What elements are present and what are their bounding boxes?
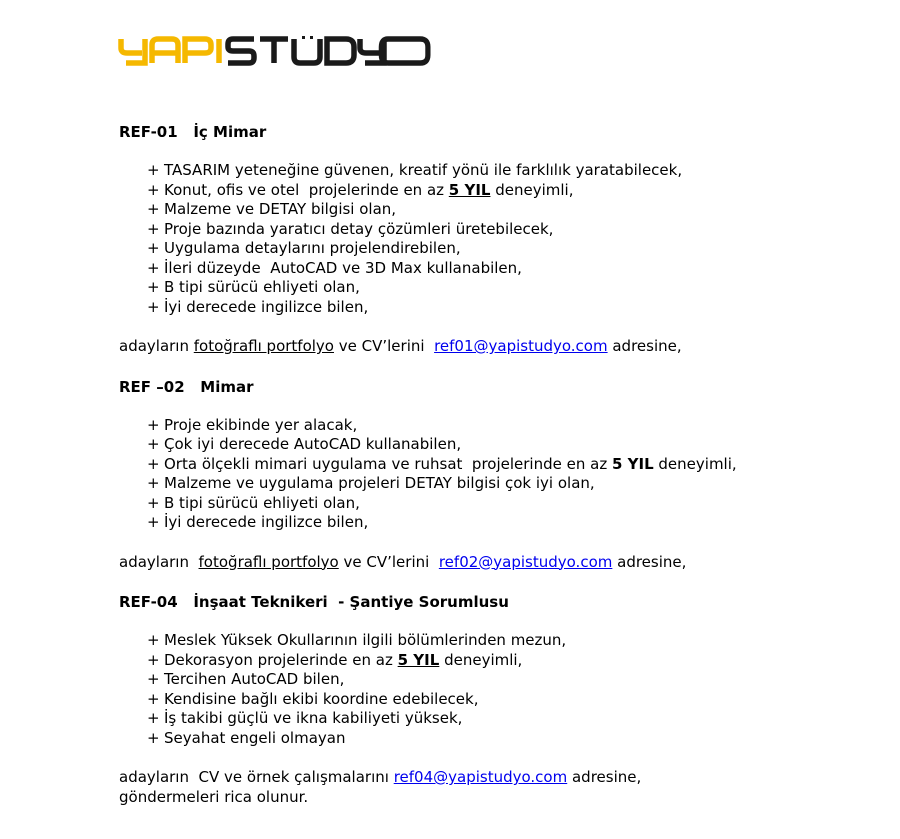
umlaut-dot [302, 36, 305, 39]
list-item: + Seyahat engeli olmayan [147, 728, 346, 747]
list-item: + Uygulama detaylarını projelendirebilen, [147, 239, 461, 257]
list-item: + İş takibi güçlü ve ikna kabiliyeti yüksek, [147, 709, 463, 727]
portfolio-text: fotoğraflı portfolyo [198, 552, 339, 571]
list-item: + Proje bazında yaratıcı detay çözümleri üretebilecek, [147, 219, 554, 238]
list-item: + Tercihen AutoCAD bilen, [147, 670, 345, 688]
list-item: + B tipi sürücü ehliyeti olan, [147, 493, 360, 512]
requirements-list [147, 416, 879, 533]
list-item: + TASARIM yeteneğine güvenen, kreatif yönü ile farklılık yaratabilecek, [147, 161, 683, 179]
application-instructions: adayların fotoğraflı portfolyo ve CV’lerini ref01@yapistudyo.com adresine, [119, 337, 682, 355]
section-heading: REF-01 İç Mimar [119, 123, 267, 141]
list-item: + İyi derecede ingilizce bilen, [147, 513, 369, 531]
umlaut-dot [310, 36, 313, 39]
list-item: + Malzeme ve DETAY bilgisi olan, [147, 200, 397, 218]
section-heading: REF –02 Mimar [119, 377, 254, 396]
closing-line: göndermeleri rica olunur. [119, 787, 309, 806]
portfolio-text: fotoğraflı portfolyo [193, 337, 334, 355]
list-item: + Kendisine bağlı ekibi koordine edebilecek, [147, 689, 479, 708]
email-link-ref02[interactable]: ref02@yapistudyo.com [438, 552, 613, 571]
list-item: + Orta ölçekli mimari uygulama ve ruhsat projelerinde en az 5 YIL deneyimli, [147, 454, 737, 473]
application-instructions: adayların CV ve örnek çalışmalarını ref04@yapistudyo.com adresine, [119, 768, 642, 786]
application-instructions: adayların fotoğraflı portfolyo ve CV’lerini ref02@yapistudyo.com adresine, [119, 552, 687, 571]
list-item: + Konut, ofis ve otel projelerinde en az 5 YIL deneyimli, [147, 180, 574, 199]
list-item: + Meslek Yüksek Okullarının ilgili bölümlerinden mezun, [147, 631, 567, 649]
list-item: + İleri düzeyde AutoCAD ve 3D Max kullanabilen, [147, 258, 522, 277]
list-item: + Proje ekibinde yer alacak, [147, 415, 358, 434]
requirements-list [147, 631, 879, 748]
section-heading: REF-04 İnşaat Teknikeri - Şantiye Sorumlusu [119, 593, 509, 611]
email-link-ref04[interactable]: ref04@yapistudyo.com [393, 768, 568, 786]
list-item: + Malzeme ve uygulama projeleri DETAY bilgisi çok iyi olan, [147, 474, 595, 492]
email-link-ref01[interactable]: ref01@yapistudyo.com [434, 337, 608, 355]
requirements-list [147, 161, 879, 317]
list-item: + İyi derecede ingilizce bilen, [147, 297, 369, 316]
yapistudyo-logo [118, 36, 452, 66]
list-item: + Çok iyi derecede AutoCAD kullanabilen, [147, 435, 462, 453]
list-item: + B tipi sürücü ehliyeti olan, [147, 278, 360, 296]
document-body [119, 122, 879, 807]
list-item: + Dekorasyon projelerinde en az 5 YIL deneyimli, [147, 650, 523, 669]
